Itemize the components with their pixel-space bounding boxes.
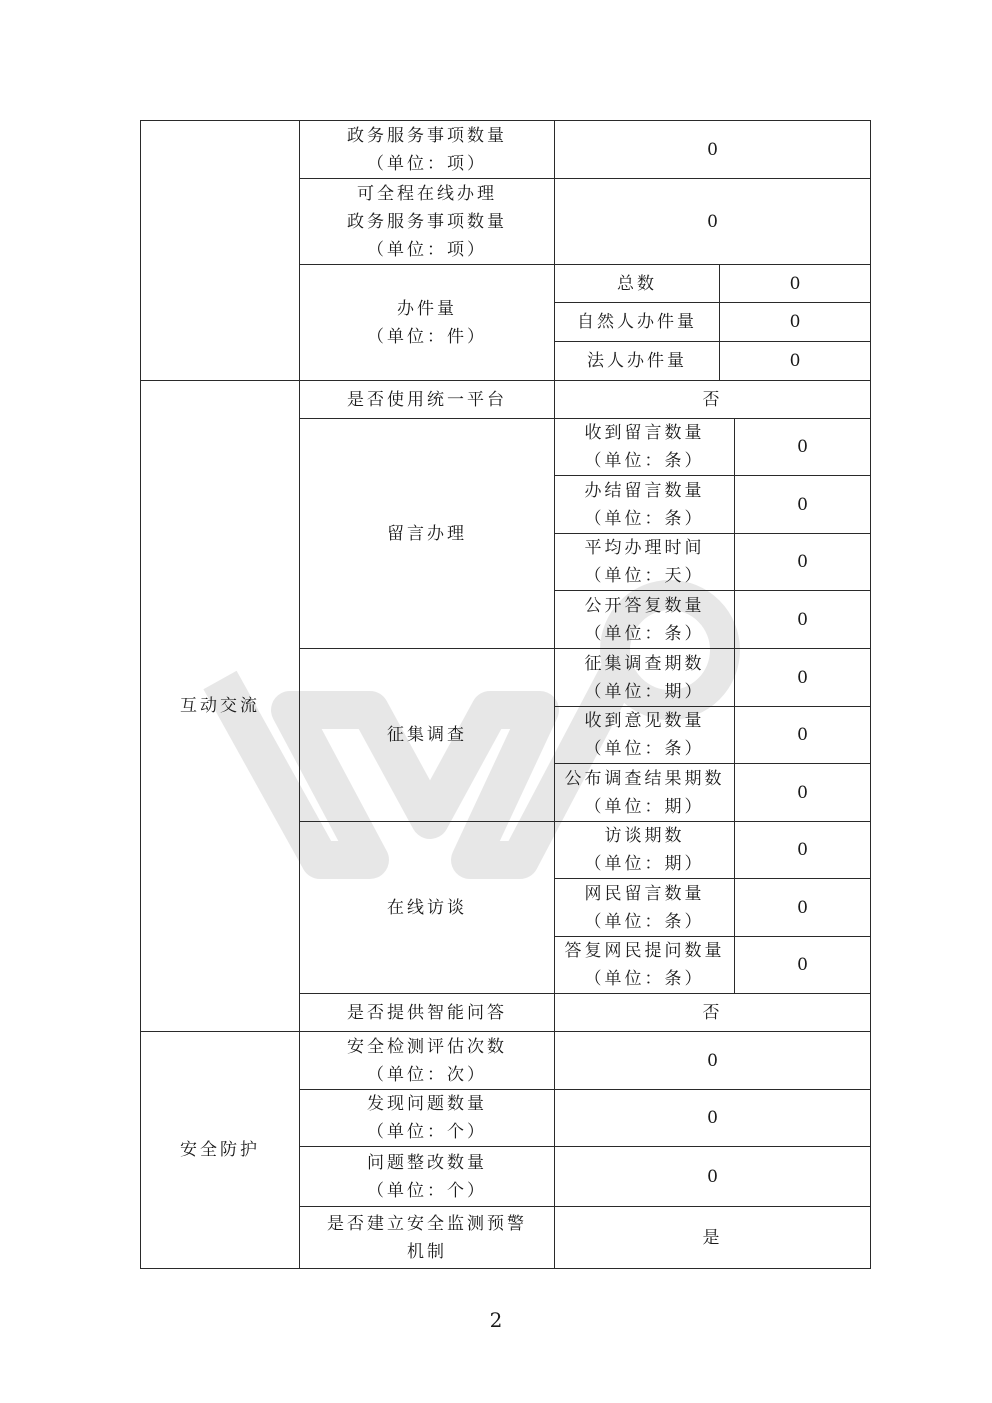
service-items-count-label: 政务服务事项数量 （单位：项）	[347, 125, 507, 174]
smart-qa-label: 是否提供智能问答	[347, 1002, 507, 1023]
survey-group-label: 征集调查	[387, 725, 467, 745]
case-total-value: 0	[789, 273, 801, 294]
case-natural-person-label: 自然人办件量	[577, 312, 697, 332]
case-natural-person-value: 0	[789, 312, 801, 332]
survey-periods-label: 征集调查期数 （单位：期）	[584, 653, 705, 702]
messages-public-reply-value: 0	[797, 609, 808, 630]
monitoring-mechanism-value: 是	[702, 1227, 723, 1248]
case-legal-person-value: 0	[789, 351, 801, 371]
online-items-count-value: 0	[707, 211, 718, 232]
case-volume-label: 办件量 （单位：件）	[367, 298, 487, 347]
messages-avg-time-value: 0	[797, 552, 808, 572]
security-checks-label: 安全检测评估次数 （单位：次）	[347, 1036, 507, 1085]
interview-replies-label: 答复网民提问数量 （单位：条）	[564, 941, 725, 989]
interview-replies-value: 0	[797, 955, 808, 975]
messages-closed-value: 0	[797, 494, 808, 515]
messages-public-reply-label: 公开答复数量 （单位：条）	[584, 595, 705, 644]
case-legal-person-label: 法人办件量	[587, 351, 687, 371]
messages-closed-label: 办结留言数量 （单位：条）	[584, 480, 705, 529]
issues-fixed-label: 问题整改数量 （单位：个）	[367, 1152, 487, 1201]
survey-opinions-value: 0	[797, 725, 808, 745]
security-checks-value: 0	[707, 1050, 718, 1071]
survey-opinions-label: 收到意见数量 （单位：条）	[584, 711, 705, 759]
messages-group-label: 留言办理	[387, 523, 467, 544]
interview-netizen-messages-label: 网民留言数量 （单位：条）	[584, 883, 705, 932]
smart-qa-value: 否	[702, 1002, 723, 1023]
survey-results-value: 0	[797, 782, 808, 803]
unified-platform-label: 是否使用统一平台	[347, 389, 507, 410]
case-total-label: 总数	[617, 273, 657, 294]
service-section-label	[141, 121, 299, 380]
monitoring-mechanism-label: 是否建立安全监测预警 机制	[327, 1213, 527, 1262]
survey-periods-value: 0	[797, 667, 808, 688]
messages-received-value: 0	[797, 437, 808, 457]
messages-avg-time-label: 平均办理时间 （单位：天）	[584, 538, 705, 586]
issues-found-label: 发现问题数量 （单位：个）	[367, 1094, 487, 1142]
interview-netizen-messages-value: 0	[797, 897, 808, 918]
issues-found-value: 0	[707, 1108, 718, 1128]
interview-periods-value: 0	[797, 840, 808, 860]
online-items-count-label: 可全程在线办理 政务服务事项数量 （单位：项）	[347, 183, 507, 260]
page-number: 2	[489, 1308, 503, 1332]
issues-fixed-value: 0	[707, 1166, 718, 1187]
table-border-bottom	[140, 1268, 871, 1269]
security-section-label: 安全防护	[180, 1140, 260, 1160]
messages-received-label: 收到留言数量 （单位：条）	[584, 423, 705, 471]
table-border-right	[870, 120, 871, 1269]
interview-periods-label: 访谈期数 （单位：期）	[584, 826, 705, 874]
survey-results-label: 公布调查结果期数 （单位：期）	[564, 768, 725, 817]
service-items-count-value: 0	[707, 139, 718, 160]
unified-platform-value: 否	[702, 389, 723, 410]
interaction-section-label: 互动交流	[180, 696, 260, 716]
interview-group-label: 在线访谈	[387, 897, 467, 918]
